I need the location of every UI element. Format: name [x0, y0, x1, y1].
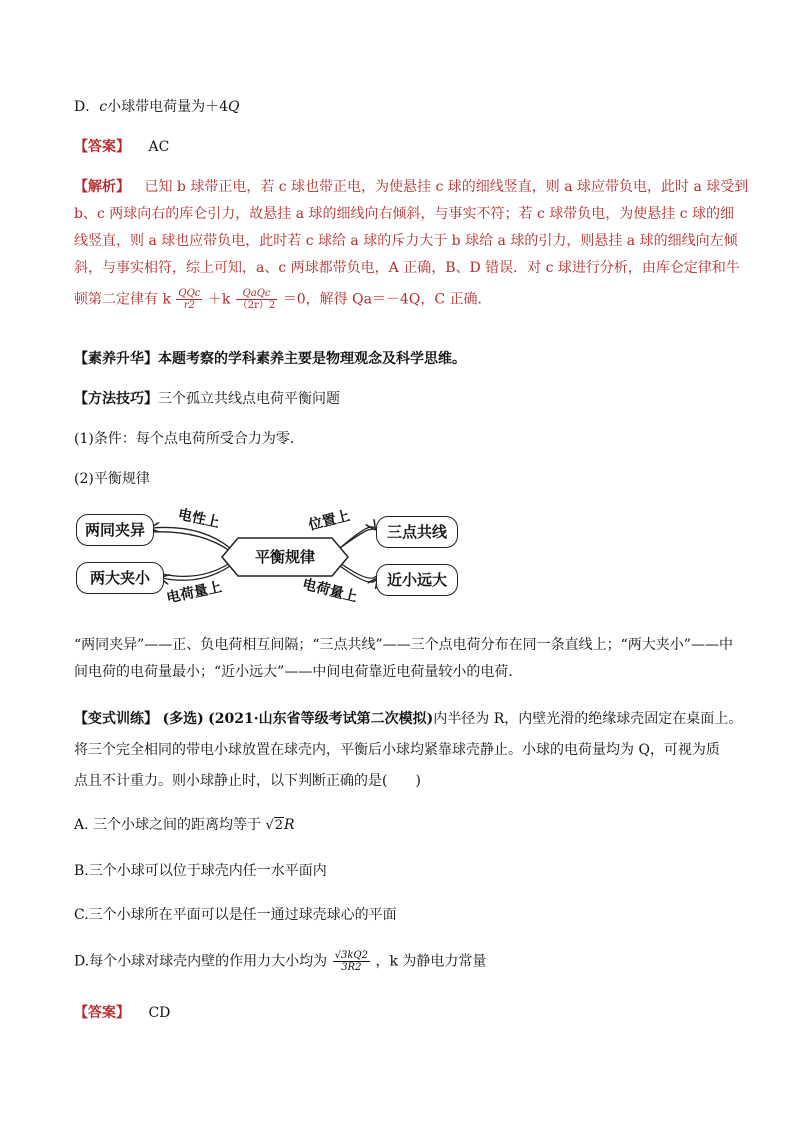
label-left-bottom: 电荷量上 [165, 579, 224, 607]
condition-line: (1)条件：每个点电荷所受合力为零． [74, 431, 304, 447]
sqrt-symbol: √2 [265, 818, 284, 833]
analysis-text-5c: ＝0，解得 Qa＝－4Q，C 正确． [282, 291, 492, 308]
analysis-line-4: 斜，与事实相符，综上可知，a、c 两球都带负电，A 正确，B、D 错误．对 c 球进行分析，由库仑定律和牛 [74, 260, 740, 276]
arrow-left-top-inner [152, 532, 230, 551]
fraction-1-numerator: QQc [178, 288, 201, 299]
explain-line-2: 间电荷的电荷量最小；“近小远大”——中间电荷靠近电荷量较小的电荷． [74, 664, 523, 680]
literacy-text: 本题考察的学科素养主要是物理观念及科学思维。 [158, 351, 466, 367]
answer-1 [74, 136, 169, 156]
method-text: 三个孤立共线点电荷平衡问题 [158, 391, 340, 407]
balance-rule-diagram [70, 504, 470, 612]
answer-label-2: 【答案】 [74, 1005, 130, 1021]
answer-label: 【答案】 [74, 139, 130, 155]
fraction-2 [236, 288, 278, 311]
option-b: B.三个小球可以位于球壳内任一水平面内 [74, 863, 327, 879]
box-right-top: 三点共线 [376, 516, 458, 548]
analysis-line-2: b、c 两球向右的库仑引力，故悬挂 a 球的细线向右倾斜，与事实不符；若 c 球带负电，为使悬挂 c 球的细 [74, 206, 734, 222]
analysis-label: 【解析】 [74, 179, 130, 195]
variant-line-2: 将三个完全相同的带电小球放置在球壳内，平衡后小球均紧靠球壳静止。小球的电荷量均为 Q，可视为质 [74, 742, 720, 758]
answer-2 [74, 1002, 170, 1022]
option-a-text: A. 三个小球之间的距离均等于 [74, 817, 266, 833]
label-left-top: 电性上 [176, 506, 221, 532]
fraction-2-numerator: QaQc [236, 288, 278, 300]
fraction-1-denominator: r2 [183, 300, 195, 311]
rule-line: (2)平衡规律 [74, 471, 150, 487]
label-right-bottom: 电荷量上 [300, 576, 359, 606]
analysis-line-1 [74, 176, 748, 196]
option-prefix: D． [74, 99, 100, 115]
answer-value: AC [148, 139, 170, 155]
literacy-label: 【素养升华】 [74, 351, 158, 367]
option-d [74, 950, 486, 973]
option-var: c [99, 99, 108, 115]
fraction-2-denominator: （2r）2 [237, 300, 276, 311]
analysis-text-1: 已知 b 球带正电，若 c 球也带正电，为使悬挂 c 球的细线竖直，则 a 球应带负电，此时 a 球受到 [144, 179, 749, 195]
variant-line-1 [74, 708, 742, 728]
analysis-text-5a: 顿第二定律有 k [74, 291, 171, 308]
method-line [74, 388, 340, 408]
option-a-tail: R [284, 817, 295, 833]
sqrt-radicand: 2 [274, 818, 284, 833]
option-d-denominator: 3R2 [341, 962, 362, 973]
option-d-previous [74, 96, 239, 116]
variant-label: 【变式训练】 [74, 711, 158, 727]
option-d-fraction [333, 950, 370, 973]
arrow-left-bottom-inner [162, 563, 230, 576]
label-right-top: 位置上 [306, 508, 352, 534]
option-d-tail: ，k 为静电力常量 [375, 953, 487, 970]
option-d-text: D.每个小球对球壳内壁的作用力大小均为 [74, 953, 328, 970]
center-label: 平衡规律 [254, 548, 315, 566]
analysis-text-5b: ＋k [207, 291, 231, 308]
box-right-bottom: 近小远大 [376, 564, 458, 596]
method-label: 【方法技巧】 [74, 391, 158, 407]
box-left-top: 两同夹异 [76, 514, 154, 546]
variant-line-3: 点且不计重力。则小球静止时，以下判断正确的是( ) [74, 773, 421, 789]
answer-value-2: CD [148, 1005, 171, 1021]
option-a [74, 814, 295, 834]
analysis-line-5 [74, 288, 491, 311]
arrow-left-top [152, 527, 230, 548]
variant-source: (2021·山东省等级考试第二次模拟) [208, 711, 434, 727]
option-c: C.三个小球所在平面可以是任一通过球壳球心的平面 [74, 907, 397, 923]
explain-line-1: “两同夹异”——正、负电荷相互间隔；“三点共线”——三个点电荷分布在同一条直线上；“两大夹小”——中 [74, 637, 733, 653]
variant-tag: (多选) [162, 711, 204, 727]
analysis-line-3: 线竖直，则 a 球也应带负电，此时若 c 球给 a 球的斥力大于 b 球给 a 球的引力，则悬挂 a 球的细线向左倾 [74, 233, 738, 249]
fraction-1 [176, 288, 202, 311]
option-d-numerator: √3kQ2 [334, 950, 368, 961]
variant-text-1: 内半径为 R，内壁光滑的绝缘球壳固定在桌面上。 [433, 711, 743, 727]
option-q: Q [228, 99, 240, 115]
option-text: 小球带电荷量为＋4 [107, 99, 228, 115]
literacy-line [74, 348, 466, 368]
box-left-bottom: 两大夹小 [76, 562, 164, 594]
